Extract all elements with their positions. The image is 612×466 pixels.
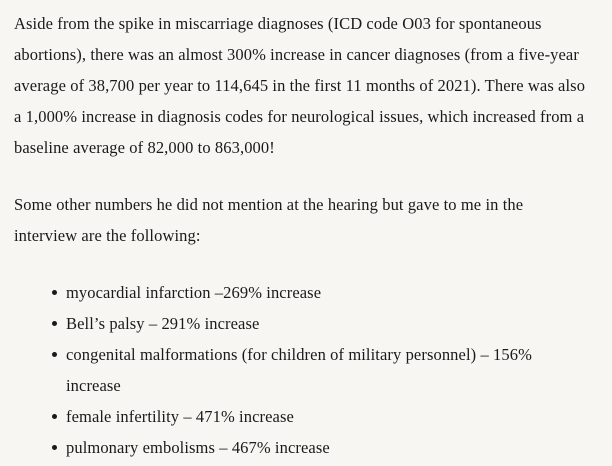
list-item: Bell’s palsy – 291% increase (52, 308, 590, 339)
list-item: congenital malformations (for children of military personnel) – 156% increase (52, 339, 590, 401)
list-item: pulmonary embolisms – 467% increase (52, 432, 590, 463)
paragraph-statistics-overview: Aside from the spike in miscarriage diagnoses (ICD code O03 for spontaneous abortions), there was an almost 300% increase in cancer diagnoses (from a five-year average of 38,700 per year to 114,645 in the first 11 months of 2021). There was also a 1,000% increase in diagnosis codes for neurological issues, which increased from a baseline average of 82,000 to 863,000! (14, 14, 586, 157)
list-item: myocardial infarction –269% increase (52, 277, 590, 308)
diagnosis-increase-list (14, 277, 590, 463)
list-item: female infertility – 471% increase (52, 401, 590, 432)
paragraph-interview-lead-in: Some other numbers he did not mention at the hearing but gave to me in the interview are the following: (14, 195, 524, 245)
